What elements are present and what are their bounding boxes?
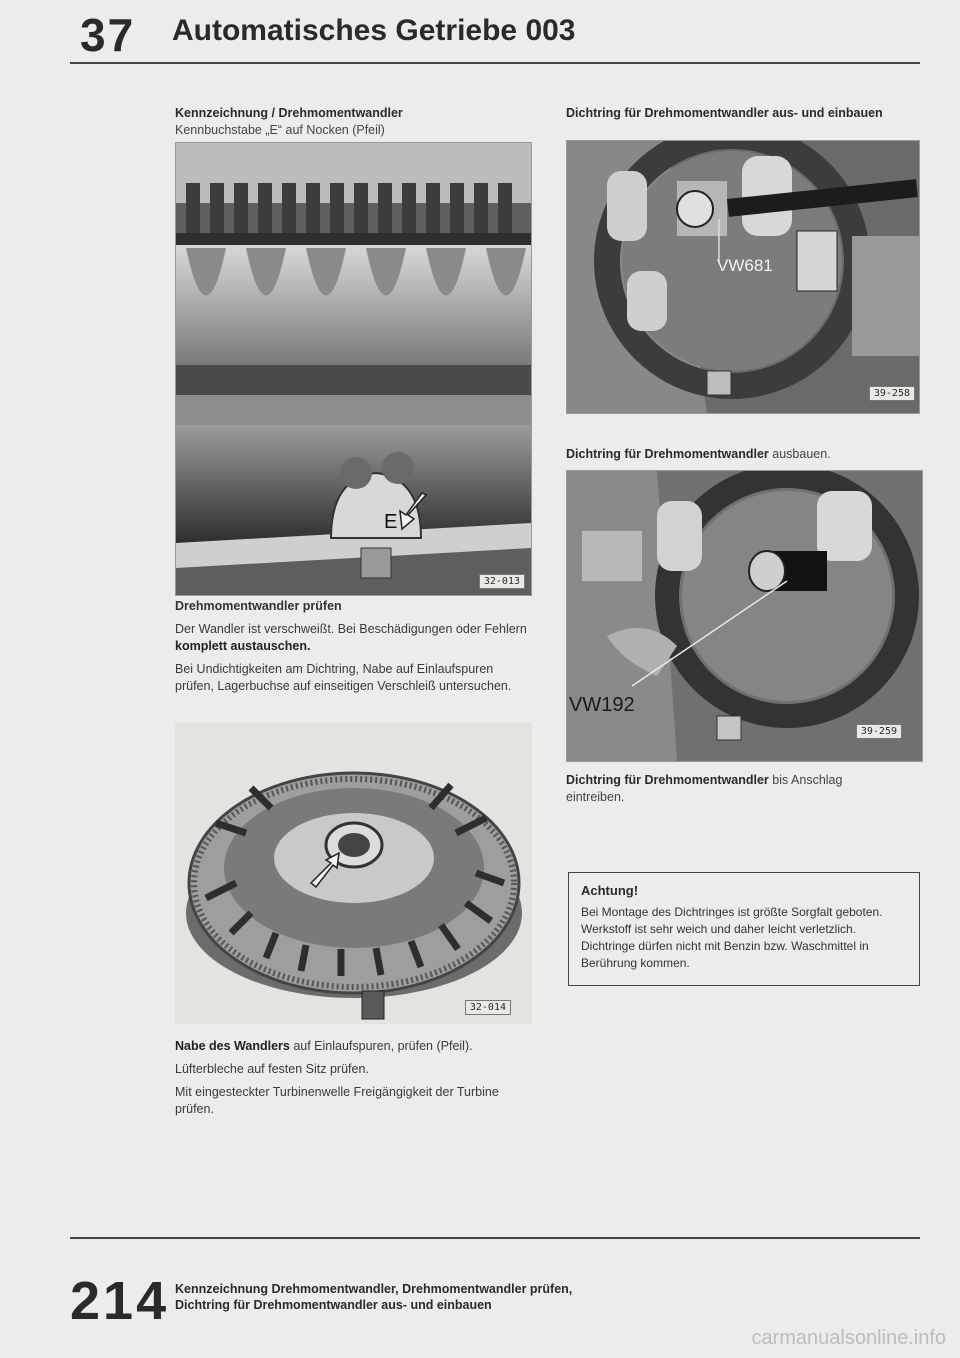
hub-para-3: Mit eingesteckter Turbinenwelle Freigängigkeit der Turbine prüfen.	[175, 1085, 499, 1116]
footer-line-1: Kennzeichnung Drehmomentwandler, Drehmomentwandler prüfen,	[175, 1282, 573, 1296]
photo-seal-install	[566, 470, 923, 762]
converter-marking-drawing	[176, 143, 531, 595]
hub-para-1-emphasis: Nabe des Wandlers	[175, 1039, 290, 1053]
check-para-1	[175, 621, 535, 655]
hub-para-1-text: auf Einlaufspuren, prüfen (Pfeil).	[289, 1039, 473, 1053]
photo1-caption-sub: Kennbuchstabe „E“ auf Nocken (Pfeil)	[175, 123, 385, 137]
page-number: 214	[70, 1271, 170, 1331]
check-para-1-emphasis: komplett austauschen.	[175, 639, 311, 653]
photo-converter-hub	[175, 722, 532, 1024]
footer-rule	[70, 1237, 920, 1239]
hub-para-1	[175, 1038, 535, 1055]
photo3-caption	[566, 446, 921, 463]
seal-install-drawing	[567, 471, 922, 761]
converter-hub-drawing	[176, 723, 531, 1023]
photo3-caption-text: ausbauen.	[768, 447, 831, 461]
hub-para-2: Lüfterbleche auf festen Sitz prüfen.	[175, 1062, 369, 1076]
right-section-title: Dichtring für Drehmomentwandler aus- und einbauen	[566, 106, 883, 120]
header-rule	[70, 62, 920, 64]
caution-text: Bei Montage des Dichtringes ist größte Sorgfalt geboten. Werkstoff ist sehr weich und daher leicht verletzlich. Dichtringe dürfen nicht mit Benzin bzw. Waschmittel in Berührung kommen.	[581, 905, 883, 970]
check-section-title: Drehmomentwandler prüfen	[175, 599, 342, 613]
chapter-number: 37	[80, 9, 136, 61]
tool-label-vw192: VW192	[569, 694, 635, 716]
photo1-ref-label: 32-013	[479, 574, 525, 589]
marker-letter-e: E	[384, 511, 398, 533]
footer-summary	[175, 1281, 572, 1313]
photo3-caption-emphasis: Dichtring für Drehmomentwandler	[566, 447, 769, 461]
photo1-caption-title: Kennzeichnung / Drehmomentwandler	[175, 106, 403, 120]
check-para-2: Bei Undichtigkeiten am Dichtring, Nabe auf Einlaufspuren prüfen, Lagerbuchse auf einseitigen Verschleiß untersuchen.	[175, 662, 512, 693]
caution-title: Achtung!	[581, 883, 639, 898]
photo2-ref-label: 32-014	[465, 1000, 511, 1015]
photo-converter-marking	[175, 142, 532, 596]
tool-label-vw681: VW681	[717, 256, 773, 275]
photo4-caption-text: bis Anschlag eintreiben.	[566, 773, 843, 804]
photo-seal-removal	[566, 140, 920, 414]
caution-box	[568, 872, 920, 986]
check-section	[175, 598, 535, 701]
photo3-ref-label: 39-258	[869, 386, 915, 401]
footer-line-2: Dichtring für Drehmomentwandler aus- und einbauen	[175, 1298, 492, 1312]
hub-section	[175, 1038, 535, 1124]
chapter-title: Automatisches Getriebe 003	[172, 14, 576, 47]
check-para-1-text: Der Wandler ist verschweißt. Bei Beschädigungen oder Fehlern	[175, 622, 527, 636]
watermark: carmanualsonline.info	[751, 1327, 946, 1349]
photo4-caption	[566, 772, 896, 806]
photo4-ref-label: 39-259	[856, 724, 902, 739]
seal-removal-drawing	[567, 141, 919, 413]
photo1-caption	[175, 105, 535, 139]
photo4-caption-emphasis: Dichtring für Drehmomentwandler	[566, 773, 769, 787]
